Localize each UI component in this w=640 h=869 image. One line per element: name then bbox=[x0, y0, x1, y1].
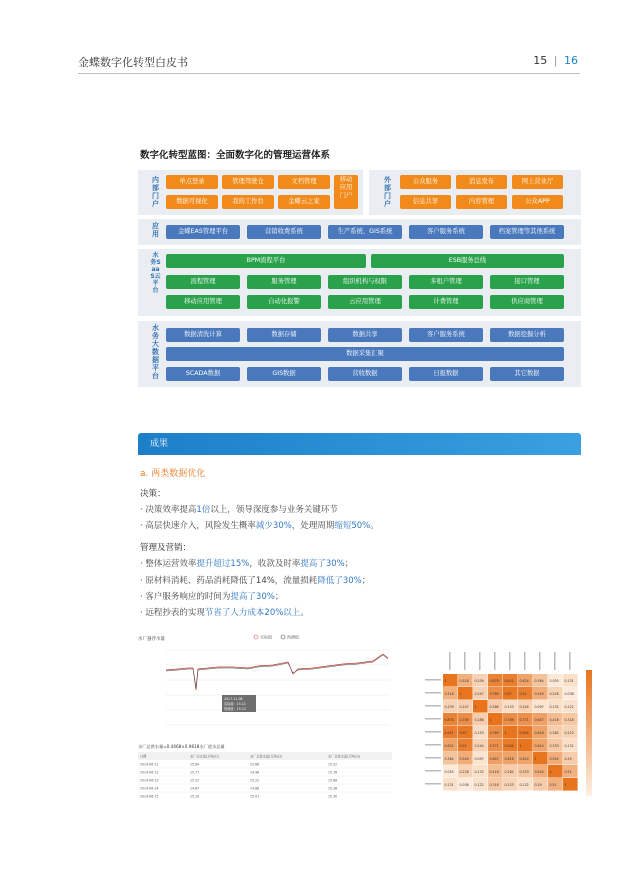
heatmap-value: 0.239 bbox=[474, 679, 484, 683]
heatmap-row-label bbox=[425, 783, 441, 785]
heatmap-value: 0.097 bbox=[534, 705, 544, 709]
page-left: 15 bbox=[533, 54, 548, 67]
heatmap-value: 0.038 bbox=[459, 783, 469, 787]
outer-box-share: 信息共享 bbox=[400, 195, 451, 209]
cloud-box-org: 组织机构与权限 bbox=[328, 275, 402, 289]
heatmap-value: 0.223 bbox=[504, 783, 514, 787]
heatmap-value: 0.122 bbox=[564, 705, 574, 709]
outer-box-content: 内容管理 bbox=[456, 195, 507, 209]
cloud-box-interface: 接口管理 bbox=[490, 275, 564, 289]
portal-box-mobile: 移动应用门户 bbox=[334, 175, 358, 209]
water-volume-chart-svg bbox=[138, 632, 394, 798]
tooltip-date: 2017-11-08 bbox=[224, 697, 243, 701]
heatmap-value: 0.91 bbox=[459, 744, 467, 748]
heatmap-value: 0.614 bbox=[534, 744, 544, 748]
bd-box-daily: 日报数据 bbox=[409, 367, 483, 381]
heatmap-value: 0.624 bbox=[444, 744, 454, 748]
heatmap-row-label bbox=[425, 692, 441, 694]
heatmap-value: 0.223 bbox=[564, 731, 574, 735]
outer-box-online-hall: 网上营业厅 bbox=[512, 175, 563, 189]
heatmap-value: 0.364 bbox=[534, 679, 544, 683]
portal-box-visual: 数据可视化 bbox=[166, 195, 218, 209]
decision-item-2 bbox=[140, 519, 379, 531]
results-subhead: a. 两类数据优化 bbox=[140, 469, 206, 479]
grid bbox=[166, 650, 390, 725]
heatmap-col-label bbox=[569, 652, 571, 670]
heatmap-value: 0.97 bbox=[504, 692, 512, 696]
heatmap-value: 0.153 bbox=[504, 705, 514, 709]
heatmap-value: 1 bbox=[459, 692, 462, 696]
legend-pred-icon bbox=[281, 635, 285, 639]
heatmap-col-label bbox=[494, 652, 496, 670]
highlight: 节省了人力成本20%以上 bbox=[204, 608, 301, 618]
heatmap-col-label bbox=[464, 652, 466, 670]
legend-actual-icon bbox=[254, 635, 258, 639]
diagram-title: 数字化转型蓝图：全面数字化的管理运营体系 bbox=[140, 150, 331, 161]
chart-title: 水厂悬浮水量 bbox=[138, 637, 165, 642]
heatmap-col-label bbox=[449, 652, 451, 670]
text: 以上，领导深度参与业务关键环节 bbox=[210, 505, 338, 515]
outer-box-public-service: 公众服务 bbox=[400, 175, 451, 189]
app-box-archive: 档案管理等其他系统 bbox=[490, 225, 564, 239]
app-box-billing: 营销收费系统 bbox=[247, 225, 321, 239]
app-box-production: 生产系统、GIS系统 bbox=[328, 225, 402, 239]
bd-box-other: 其它数据 bbox=[490, 367, 564, 381]
text: 。 bbox=[370, 521, 379, 531]
heatmap-value: 0.944 bbox=[519, 731, 529, 735]
portal-box-sso: 单点登录 bbox=[166, 175, 218, 189]
bd-collect: 数据采集汇聚 bbox=[166, 347, 564, 361]
portal-box-docs: 文档管理 bbox=[278, 175, 330, 189]
heatmap-col-label bbox=[554, 652, 556, 670]
series-actual bbox=[166, 654, 388, 690]
cloud-box-service: 服务管理 bbox=[247, 275, 321, 289]
heatmap-value: 0.247 bbox=[474, 692, 484, 696]
decision-item-1 bbox=[140, 503, 338, 515]
text: ，处理周期 bbox=[291, 521, 335, 531]
heatmap-value: 0.921 bbox=[504, 679, 514, 683]
heatmap-value: 0.418 bbox=[489, 770, 499, 774]
heatmap-value: 0.244 bbox=[519, 705, 529, 709]
mgmt-heading: 管理及营销： bbox=[140, 543, 192, 553]
heatmap-row-label bbox=[425, 679, 441, 681]
cloud-label: 水务SaaS云平台 bbox=[150, 252, 161, 294]
heatmap-value: 0.055 bbox=[444, 770, 454, 774]
table-cell: 15.78 bbox=[328, 770, 338, 775]
text: 。 bbox=[300, 608, 309, 618]
heatmap-row-label bbox=[425, 757, 441, 759]
heatmap-value: 0.333 bbox=[519, 770, 529, 774]
app-box-customer: 客户服务系统 bbox=[409, 225, 483, 239]
cloud-esb: ESB服务总线 bbox=[371, 254, 564, 268]
text: ； bbox=[274, 592, 284, 602]
heatmap-value: 0.544 bbox=[549, 757, 559, 761]
heatmap-value: 0.614 bbox=[519, 757, 529, 761]
heatmap-value: 0.518 bbox=[459, 679, 469, 683]
heatmap-col-label bbox=[479, 652, 481, 670]
outer-box-news: 消息发布 bbox=[456, 175, 507, 189]
table-cell: 15.22 bbox=[250, 778, 260, 783]
table-header-cell: 水厂总供水量(万吨/日) bbox=[250, 754, 283, 759]
table-cell: 2019-06-11 bbox=[140, 762, 159, 767]
heatmap-value: 0.544 bbox=[534, 770, 544, 774]
highlight: 提高了30% bbox=[300, 559, 345, 569]
legend-actual: 实际值 bbox=[260, 634, 272, 640]
table-cell: 15.22 bbox=[328, 762, 338, 767]
text: · 原材料消耗、药品消耗降低了14%，流量损耗 bbox=[140, 576, 318, 586]
heatmap-value: 0.647 bbox=[534, 718, 544, 722]
water-volume-chart-image bbox=[138, 632, 394, 798]
heatmap-value: 0.244 bbox=[474, 744, 484, 748]
heatmap-value: 0.789 bbox=[459, 718, 469, 722]
heatmap-svg bbox=[423, 650, 599, 800]
inner-portal-label: 内部门户 bbox=[152, 176, 159, 208]
mgmt-item-2 bbox=[140, 574, 370, 586]
heatmap-value: 0.771 bbox=[489, 744, 499, 748]
cloud-box-cloudapp: 云应用管理 bbox=[328, 295, 402, 309]
heatmap-row-label bbox=[425, 770, 441, 772]
bd-box-clean: 数据清洗计算 bbox=[166, 328, 240, 342]
heatmap-value: 0.624 bbox=[519, 679, 529, 683]
heatmap-value: 1 bbox=[489, 718, 492, 722]
heatmap-value: 0.228 bbox=[549, 692, 559, 696]
table-cell: 14.98 bbox=[250, 770, 260, 775]
tooltip-actual: 实际值：15.11 bbox=[224, 702, 246, 706]
cloud-box-billing: 计费管理 bbox=[409, 295, 483, 309]
heatmap-value: 0.944 bbox=[504, 744, 514, 748]
heatmap-value: 0.286 bbox=[474, 718, 484, 722]
table-cell: 15.66 bbox=[328, 778, 338, 783]
heatmap-value: 1 bbox=[474, 705, 477, 709]
heatmap-value: 1 bbox=[504, 731, 507, 735]
table-caption: 水厂总供水量=0.4468×0.9618水厂进水总量 bbox=[138, 744, 225, 749]
portal-box-cockpit: 管理驾驶仓 bbox=[222, 175, 274, 189]
bd-box-revenue: 营收数据 bbox=[328, 367, 402, 381]
bd-box-scada: SCADA数据 bbox=[166, 367, 240, 381]
data-table bbox=[138, 752, 392, 798]
app-box-eas: 金蝶EAS管理平台 bbox=[166, 225, 240, 239]
document-title: 金蝶数字化转型白皮书 bbox=[78, 56, 188, 69]
text: ； bbox=[361, 576, 371, 586]
text: · 高层快速介入，风险发生概率 bbox=[140, 521, 256, 531]
heatmap-value: 1 bbox=[444, 679, 447, 683]
cloud-box-tenant: 多租户管理 bbox=[409, 275, 483, 289]
table-cell: 15.22 bbox=[190, 778, 200, 783]
table-cell: 15.77 bbox=[190, 770, 200, 775]
heatmap-value: 1 bbox=[534, 757, 537, 761]
tooltip-pred: 预测值：15.12 bbox=[224, 707, 246, 711]
table-header-cell: 日期 bbox=[140, 754, 147, 759]
table-header-cell: 水厂总供水量(万吨/日) bbox=[328, 754, 361, 759]
heatmap-value: 0.282 bbox=[504, 770, 514, 774]
header-divider bbox=[78, 73, 580, 74]
table-cell: 15.30 bbox=[328, 794, 338, 798]
outer-box-app: 公众APP bbox=[512, 195, 563, 209]
mgmt-item-3 bbox=[140, 590, 283, 602]
heatmap-value: 0.878 bbox=[489, 679, 499, 683]
heatmap-value: 0.228 bbox=[459, 770, 469, 774]
heatmap-value: 0.132 bbox=[474, 770, 484, 774]
portal-box-workbench: 我的工作台 bbox=[222, 195, 274, 209]
heatmap-value: 0.91 bbox=[519, 692, 527, 696]
table-cell: 2019-06-14 bbox=[140, 786, 159, 791]
text: ，收款及时率 bbox=[249, 559, 301, 569]
heatmap-value: 0.29 bbox=[564, 757, 572, 761]
heatmap-cells bbox=[425, 652, 578, 791]
heatmap-value: 0.789 bbox=[489, 731, 499, 735]
heatmap-col-label bbox=[539, 652, 541, 670]
bd-box-storage: 数据存储 bbox=[247, 328, 321, 342]
table-cell: 2019-06-12 bbox=[140, 770, 159, 775]
cloud-box-mobile: 移动应用管理 bbox=[166, 295, 240, 309]
table-cell: 2019-06-15 bbox=[140, 794, 159, 798]
table-cell: 14.87 bbox=[190, 786, 200, 791]
heatmap-value: 0.789 bbox=[489, 692, 499, 696]
heatmap-value: 0.286 bbox=[489, 705, 499, 709]
heatmap-value: 0.318 bbox=[564, 718, 574, 722]
heatmap-row-label bbox=[425, 744, 441, 746]
heatmap-value: 0.055 bbox=[549, 679, 559, 683]
heatmap-row-label bbox=[425, 731, 441, 733]
mgmt-item-4 bbox=[140, 606, 309, 618]
table-cell: 15.86 bbox=[250, 762, 260, 767]
heatmap-value: 0.97 bbox=[459, 731, 467, 735]
heatmap-value: 0.618 bbox=[534, 731, 544, 735]
heatmap-value: 0.618 bbox=[504, 757, 514, 761]
highlight: 减少30% bbox=[255, 521, 292, 531]
heatmap-value: 0.549 bbox=[459, 757, 469, 761]
table-cell: 15.64 bbox=[190, 762, 200, 767]
heatmap-value: 0.038 bbox=[564, 692, 574, 696]
heatmap-value: 1 bbox=[564, 783, 567, 787]
table-header-cell: 水厂出水量(万吨/日) bbox=[190, 754, 220, 759]
heatmap-value: 0.921 bbox=[444, 731, 454, 735]
series-predicted bbox=[166, 655, 388, 688]
heatmap-value: 0.131 bbox=[564, 679, 574, 683]
page-right: 16 bbox=[564, 54, 578, 67]
heatmap-value: 0.333 bbox=[549, 744, 559, 748]
heatmap-value: 0.097 bbox=[474, 757, 484, 761]
results-banner: 成果 bbox=[138, 433, 581, 455]
highlight: 提升超过15% bbox=[196, 559, 250, 569]
table-cell: 14.88 bbox=[250, 786, 260, 791]
decision-heading: 决策： bbox=[140, 489, 166, 499]
heatmap-value: 1 bbox=[549, 770, 552, 774]
highlight: 降低了30% bbox=[317, 576, 362, 586]
table-cell: 2019-06-13 bbox=[140, 778, 159, 783]
heatmap-col-label bbox=[509, 652, 511, 670]
bigdata-label: 水务大数据平台 bbox=[152, 324, 159, 380]
mgmt-item-1 bbox=[140, 557, 353, 569]
heatmap-value: 0.647 bbox=[489, 757, 499, 761]
heatmap-value: 0.878 bbox=[444, 718, 454, 722]
bd-box-mining: 数据挖掘分析 bbox=[490, 328, 564, 342]
heatmap-value: 0.771 bbox=[519, 718, 529, 722]
page-numbers bbox=[533, 54, 578, 67]
color-scale bbox=[586, 670, 592, 796]
heatmap-value: 0.239 bbox=[444, 705, 454, 709]
text: · 整体运营效率 bbox=[140, 559, 197, 569]
page-separator: | bbox=[553, 54, 558, 67]
correlation-heatmap-image bbox=[423, 650, 599, 800]
portal-box-kingdee-home: 金蝶云之家 bbox=[278, 195, 330, 209]
text: · 决策效率提高 bbox=[140, 505, 197, 515]
legend-pred: 预测值 bbox=[287, 634, 299, 640]
heatmap-value: 0.132 bbox=[564, 744, 574, 748]
heatmap-value: 0.29 bbox=[534, 783, 542, 787]
text: · 客户服务响应的时间为 bbox=[140, 592, 231, 602]
heatmap-value: 0.364 bbox=[444, 757, 454, 761]
heatmap-value: 0.51 bbox=[564, 770, 572, 774]
heatmap-value: 0.518 bbox=[444, 692, 454, 696]
cloud-box-supplier: 供应商管理 bbox=[490, 295, 564, 309]
table-cell: 15.10 bbox=[190, 794, 200, 798]
heatmap-value: 0.418 bbox=[549, 718, 559, 722]
heatmap-value: 0.247 bbox=[459, 705, 469, 709]
cloud-box-process: 流程管理 bbox=[166, 275, 240, 289]
heatmap-value: 0.132 bbox=[549, 705, 559, 709]
heatmap-value: 0.789 bbox=[504, 718, 514, 722]
cloud-bpm: BPM流程平台 bbox=[166, 254, 366, 268]
table-cell: 15.26 bbox=[328, 786, 338, 791]
heatmap-col-label bbox=[524, 652, 526, 670]
highlight: 缩短50% bbox=[334, 521, 371, 531]
text: · 远程抄表的实现 bbox=[140, 608, 205, 618]
bd-box-share: 数据共享 bbox=[328, 328, 402, 342]
heatmap-value: 0.51 bbox=[549, 783, 557, 787]
bd-box-gis: GIS数据 bbox=[247, 367, 321, 381]
heatmap-value: 0.153 bbox=[474, 731, 484, 735]
heatmap-value: 0.122 bbox=[474, 783, 484, 787]
heatmap-value: 0.131 bbox=[444, 783, 454, 787]
highlight: 1倍 bbox=[196, 505, 211, 515]
outer-portal-label: 外部门户 bbox=[384, 176, 391, 208]
apps-label: 应用 bbox=[152, 222, 159, 238]
heatmap-row-label bbox=[425, 718, 441, 720]
cloud-box-alarm: 自动化报警 bbox=[247, 295, 321, 309]
text: ； bbox=[344, 559, 354, 569]
heatmap-value: 0.132 bbox=[519, 783, 529, 787]
bd-box-customer: 客户服务系统 bbox=[409, 328, 483, 342]
heatmap-row-label bbox=[425, 705, 441, 707]
heatmap-value: 0.549 bbox=[534, 692, 544, 696]
table-cell: 15.01 bbox=[250, 794, 260, 798]
heatmap-value: 1 bbox=[519, 744, 522, 748]
heatmap-value: 0.318 bbox=[489, 783, 499, 787]
highlight: 提高了30% bbox=[230, 592, 275, 602]
heatmap-value: 0.282 bbox=[549, 731, 559, 735]
